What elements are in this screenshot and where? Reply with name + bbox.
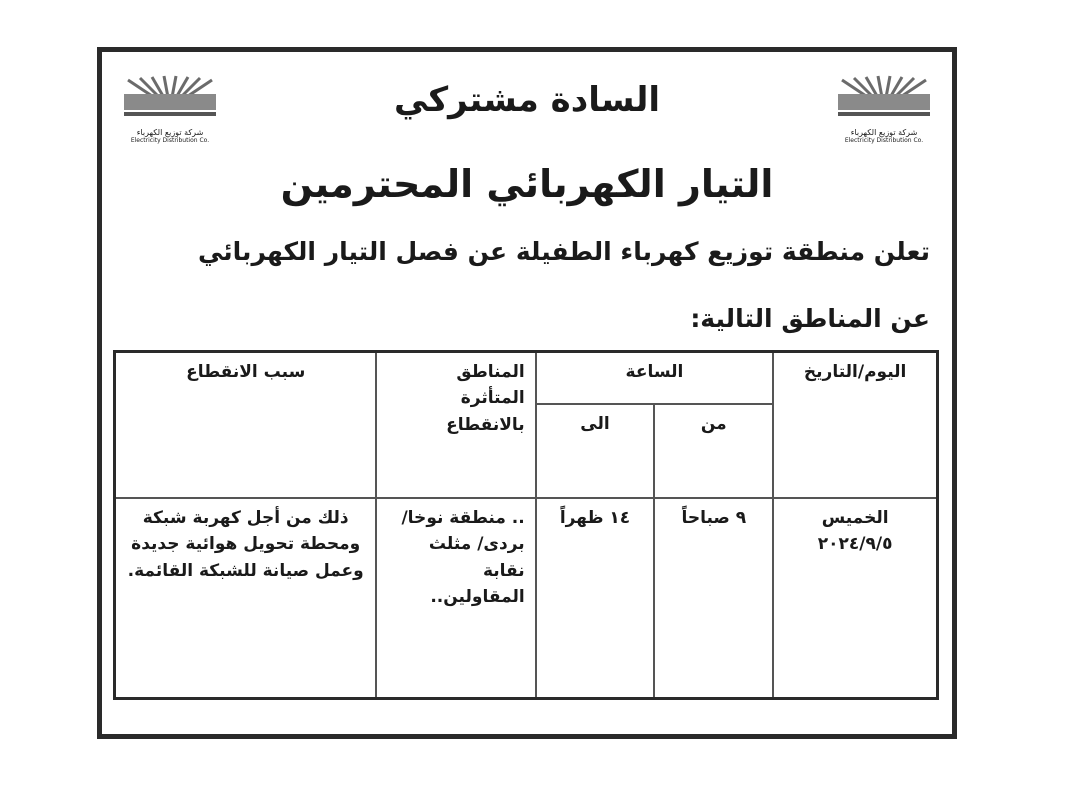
notice-heading-line2: التيار الكهربائي المحترمين (280, 162, 774, 206)
header-from: من (654, 404, 773, 498)
logo-text-en: Electricity Distribution Co. (844, 137, 924, 144)
header-areas: المناطق المتأثرة بالانقطاع (376, 352, 535, 499)
cell-areas: .. منطقة نوخا/بردى/ مثلث نقابة المقاولين.. (376, 498, 535, 699)
logo-text-ar: شركة توزيع الكهرباء (850, 128, 918, 137)
header-time: الساعة (536, 352, 774, 405)
cell-day: الخميس (821, 508, 889, 528)
header-reason: سبب الانقطاع (115, 352, 377, 499)
notice-frame (97, 47, 957, 739)
logo-text-en: Electricity Distribution Co. (130, 137, 210, 144)
cell-reason: ذلك من أجل كهربة شبكة ومحطة تحويل هوائية جديدة وعمل صيانة للشبكة القائمة. (115, 498, 377, 699)
header-to: الى (536, 404, 655, 498)
areas-intro: عن المناطق التالية: (690, 304, 930, 333)
table-header-row (115, 352, 938, 405)
cell-date-value: ٢٠٢٤/٩/٥ (817, 534, 893, 555)
table-row (115, 498, 938, 699)
announcement-text: تعلن منطقة توزيع كهرباء الطفيلة عن فصل التيار الكهربائي (197, 237, 930, 266)
outage-table (113, 350, 939, 700)
cell-to: ١٤ ظهراً (536, 498, 655, 699)
logo-text-ar: شركة توزيع الكهرباء (136, 128, 204, 137)
notice-heading-line1: السادة مشتركي (394, 80, 660, 120)
cell-date (773, 498, 937, 699)
header-date: اليوم/التاريخ (773, 352, 937, 499)
cell-from: ٩ صباحاً (654, 498, 773, 699)
